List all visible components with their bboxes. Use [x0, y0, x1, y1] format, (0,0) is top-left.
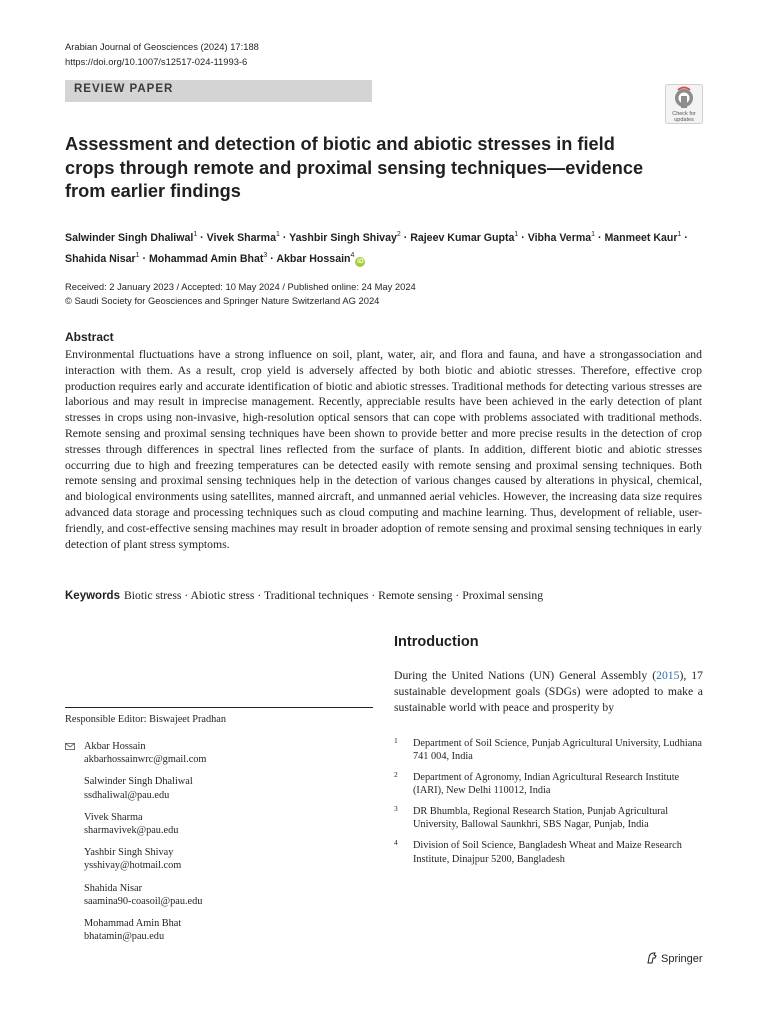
orcid-icon[interactable]: iD [357, 258, 364, 265]
author-affiliation-number: 1 [135, 252, 140, 259]
author-affiliation-number: 3 [263, 252, 268, 259]
affiliation-number: 4 [394, 838, 398, 848]
affiliation-text: Department of Agronomy, Indian Agricultural Research Institute (IARI), New Delhi 110012, India [413, 772, 680, 797]
contact-email[interactable]: ysshivay@hotmail.com [84, 860, 182, 872]
journal-header [65, 40, 259, 69]
contact-name: Akbar Hossain [84, 741, 146, 752]
contact-entry [84, 846, 206, 873]
contact-name: Mohammad Amin Bhat [84, 917, 182, 929]
author-name: Salwinder Singh Dhaliwal [65, 232, 194, 244]
intro-text-after: ), 17 sustainable development goals (SDGs) were adopted to make a sustainable world with peace and prosperity by [394, 669, 703, 714]
author-affiliation-number: 1 [275, 231, 280, 238]
affiliation-number: 2 [394, 770, 398, 780]
author-list: Salwinder Singh Dhaliwal$^1$ · Vivek Sharma$^1$ · Yashbir Singh Shivay$^2$ · Rajeev Kumar Gupta$^1$ · Vibha Verma$^1$ · Manmeet Kaur$^1$ · Shahida Nisar$^1$ · Mohammad Amin Bhat$^3$ · Akbar Hossain$^4$iD [65, 231, 688, 265]
contact-entry [84, 811, 206, 838]
affiliation-list [394, 737, 704, 873]
copyright-line: © Saudi Society for Geosciences and Springer Nature Switzerland AG 2024 [65, 294, 380, 306]
publication-dates: Received: 2 January 2023 / Accepted: 10 May 2024 / Published online: 24 May 2024 [65, 281, 416, 292]
journal-citation: Arabian Journal of Geosciences (2024) 17:188 [65, 41, 259, 52]
contact-name: Shahida Nisar [84, 882, 143, 894]
contact-email[interactable]: sharmavivek@pau.edu [84, 825, 179, 837]
crossmark-icon [665, 84, 703, 124]
author-name: Rajeev Kumar Gupta [410, 232, 515, 244]
author-name: Shahida Nisar [65, 253, 136, 265]
author-affiliation-number: 1 [677, 231, 682, 238]
contact-entry [84, 882, 206, 909]
author-name: Manmeet Kaur [604, 232, 678, 244]
footnote-divider [65, 707, 373, 708]
affiliation-text: Department of Soil Science, Punjab Agricultural University, Ludhiana 741 004, India [413, 738, 703, 763]
author-name: Akbar Hossain [276, 253, 351, 265]
contact-name: Yashbir Singh Shivay [84, 847, 174, 859]
affiliation-text: DR Bhumbla, Regional Research Station, Punjab Agricultural University, Ballowal Saunkhri, SBS Nagar, Punjab, India [413, 806, 669, 831]
article-type-banner [65, 80, 372, 102]
author-affiliation-number: 2 [396, 231, 401, 238]
keywords-label: Keywords [65, 590, 120, 602]
affiliation-number: 3 [394, 804, 398, 814]
author-affiliation-number: 1 [193, 231, 198, 238]
publisher-logo [646, 952, 703, 965]
publication-info [65, 280, 416, 307]
paper-title: Assessment and detection of biotic and abiotic stresses in field crops through remote and proximal sensing techniques—evidence from earlier findings [65, 134, 644, 201]
author-affiliation-number: 4 [350, 252, 355, 259]
crossmark-line2: updates [674, 117, 694, 123]
contact-entry [84, 917, 206, 944]
contact-email[interactable]: saamina90-coasoil@pau.edu [84, 895, 203, 907]
article-type-label: REVIEW PAPER [74, 83, 174, 95]
contact-name: Salwinder Singh Dhaliwal [84, 776, 193, 788]
abstract-heading: Abstract [65, 330, 114, 344]
introduction-heading: Introduction [394, 634, 479, 650]
abstract-text: Environmental fluctuations have a strong influence on soil, plant, water, air, and flora and fauna, and have a strongassociation and interaction with them. As a result, crop yield is adversely affected by both biotic and abiotic stresses. Therefore, effective crop production requires early and accurate identification of biotic and abiotic stresses. Traditional methods for detecting various stresses are laborious and may result in imprecise management. Recently, appreciable results have been achieved in the early detection of plant stresses in crops using non-invasive, high-resolution optical sensors that can cope with problems associated with traditional methods. Remote sensing and proximal sensing techniques have been shown to provide better and more precise results in the detection of crop stresses through differences in spectral lines reflected from the surface of plants. In addition, different biotic and abiotic stresses occurring due to high and freezing temperatures can be detected easily with remote sensing and proximal sensing techniques. Both remote sensing and proximal sensing techniques help in the detection of various changes caused by alterations in physical, chemical, and biological environments using satellites, manned aircraft, and unmanned aerial vehicles. However, the increasing data size requires advanced data storage and processing techniques such as cloud computing and machine learning. Thus, development of reliable, user-friendly, and cost-effective sensing machines may result in broader adoption of remote sensing and proximal sensing techniques in early detection of plant stress symptoms. [65, 348, 702, 551]
journal-doi[interactable]: https://doi.org/10.1007/s12517-024-11993-6 [65, 55, 248, 67]
affiliation-entry [394, 771, 704, 798]
contact-name: Vivek Sharma [84, 811, 143, 823]
author-name: Vibha Verma [527, 232, 592, 244]
contact-entry [84, 740, 206, 767]
responsible-editor: Responsible Editor: Biswajeet Pradhan [65, 714, 227, 725]
affiliation-text: Division of Soil Science, Bangladesh Wheat and Maize Research Institute, Dinajpur 5200, Bangladesh [413, 840, 682, 865]
author-name: Vivek Sharma [206, 232, 276, 244]
intro-text-before: During the United Nations (UN) General Assembly ( [394, 669, 657, 682]
contact-list [84, 740, 206, 952]
citation-link-2015[interactable]: 2015 [656, 669, 680, 682]
affiliation-number: 1 [394, 736, 398, 745]
author-affiliation-number: 1 [591, 231, 596, 238]
author-name: Yashbir Singh Shivay [289, 232, 397, 244]
crossmark-line1: Check for [672, 111, 696, 117]
contact-entry [84, 775, 206, 802]
keywords-text: Biotic stress · Abiotic stress · Traditional techniques · Remote sensing · Proximal sensing [123, 589, 544, 602]
contact-email[interactable]: bhatamin@pau.edu [84, 931, 165, 943]
affiliation-entry [394, 839, 704, 866]
introduction-text [394, 668, 703, 715]
publisher-name: Springer [661, 953, 703, 965]
author-affiliation-number: 1 [514, 231, 519, 238]
affiliation-entry [394, 805, 704, 832]
affiliation-entry [394, 737, 704, 764]
springer-horse-icon [646, 952, 658, 964]
crossmark-badge[interactable] [665, 84, 703, 124]
keywords-line [65, 589, 543, 602]
envelope-icon [65, 743, 75, 750]
author-name: Mohammad Amin Bhat [148, 253, 264, 265]
contact-email[interactable]: akbarhossainwrc@gmail.com [84, 754, 207, 766]
contact-email[interactable]: ssdhaliwal@pau.edu [84, 789, 170, 801]
